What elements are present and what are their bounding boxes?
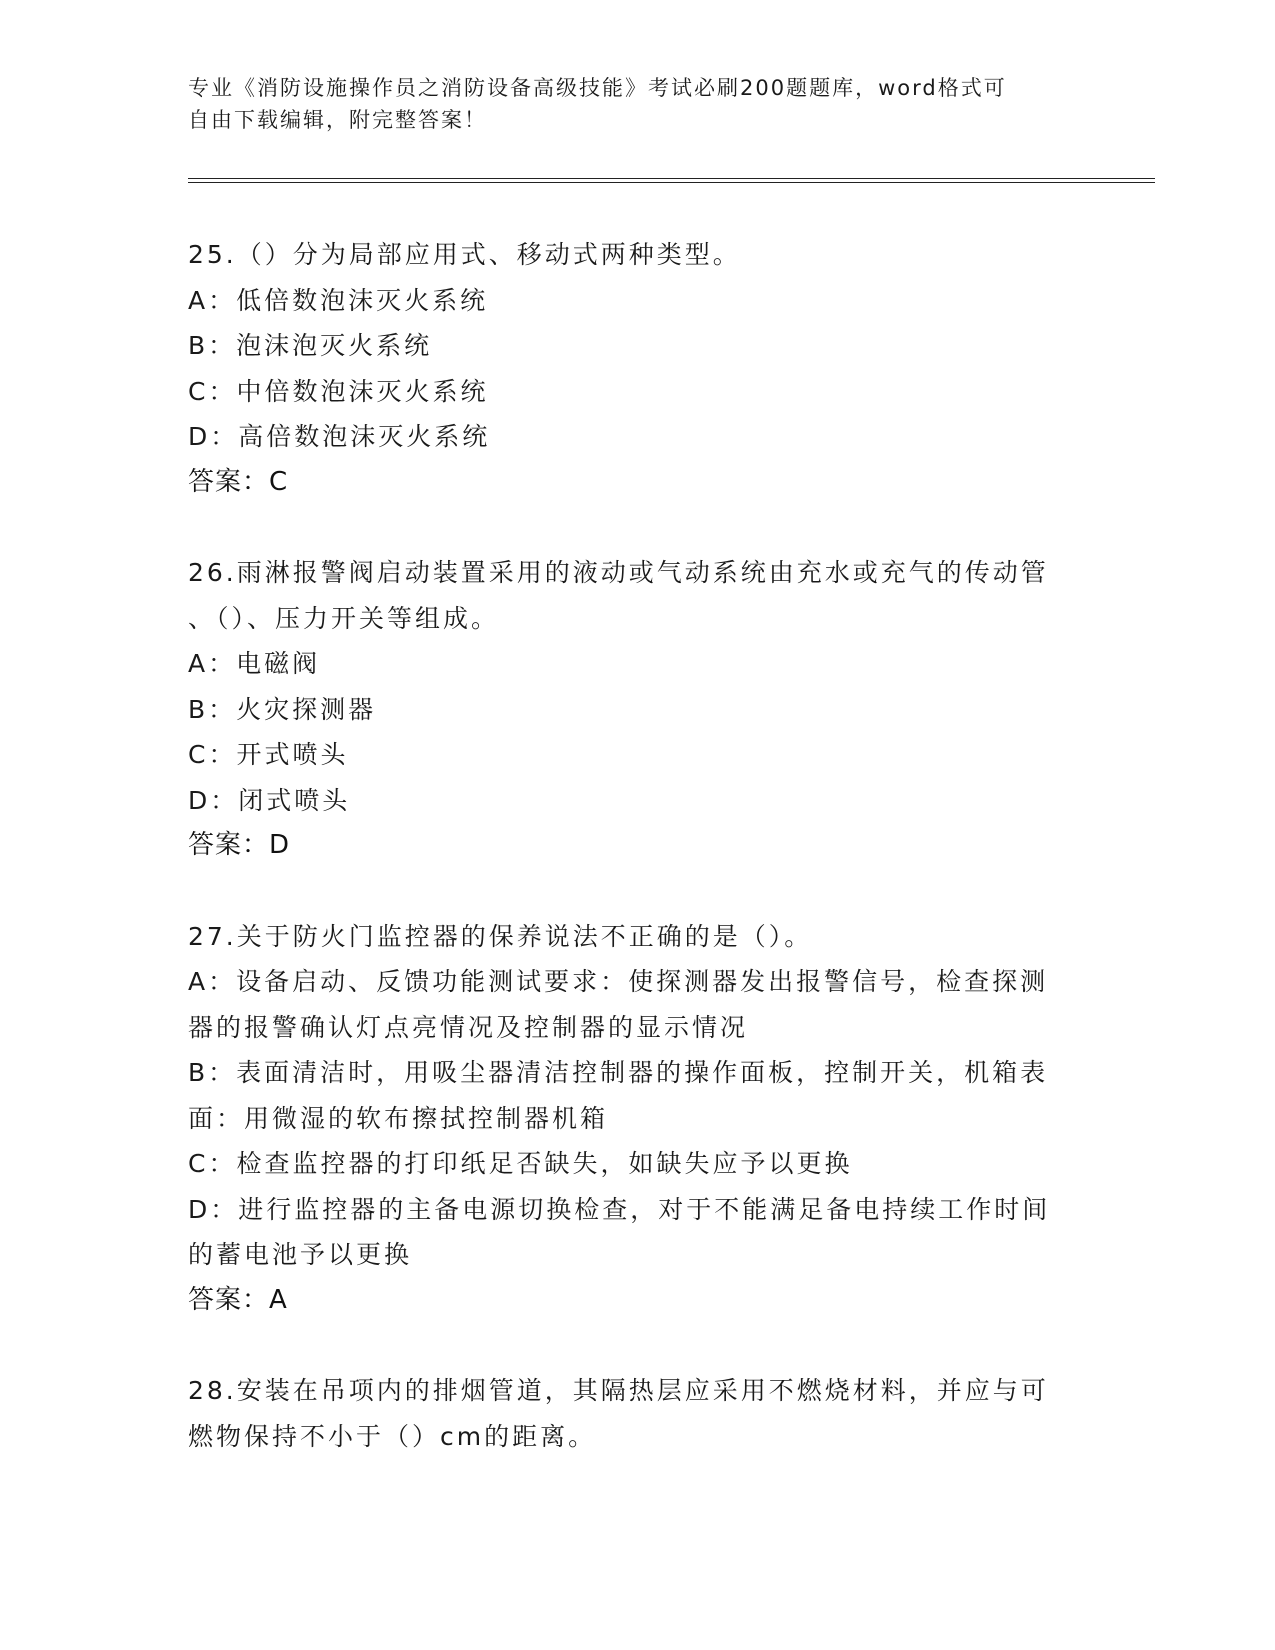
question-27 bbox=[188, 914, 1078, 1324]
question-26 bbox=[188, 550, 1078, 869]
question-stem: 26.雨淋报警阀启动装置采用的液动或气动系统由充水或充气的传动管 bbox=[188, 558, 1049, 587]
option-d: D：闭式喷头 bbox=[188, 785, 351, 815]
option-a-continued: 器的报警确认灯点亮情况及控制器的显示情况 bbox=[188, 1012, 749, 1042]
option-b: B：泡沫泡灭火系统 bbox=[188, 331, 433, 360]
header-line-1: 专业《消防设施操作员之消防设备高级技能》考试必刷200题题库，word格式可 bbox=[188, 76, 1007, 100]
option-b-continued: 面：用微湿的软布擦拭控制器机箱 bbox=[188, 1103, 609, 1133]
question-stem: 28.安装在吊项内的排烟管道，其隔热层应采用不燃烧材料，并应与可 bbox=[188, 1376, 1049, 1405]
option-c: C：中倍数泡沫灭火系统 bbox=[188, 376, 489, 406]
header-divider-top bbox=[188, 178, 1155, 179]
question-stem: 25.（）分为局部应用式、移动式两种类型。 bbox=[188, 240, 741, 269]
option-c: C：开式喷头 bbox=[188, 740, 349, 769]
header-divider-bottom bbox=[188, 182, 1155, 183]
option-a: A：电磁阀 bbox=[188, 649, 321, 678]
question-stem-continued: 燃物保持不小于（）cm的距离。 bbox=[188, 1421, 597, 1451]
option-d: D：高倍数泡沫灭火系统 bbox=[188, 422, 491, 451]
question-list bbox=[188, 232, 1078, 1459]
question-25 bbox=[188, 232, 1078, 505]
option-c: C：检查监控器的打印纸足否缺失，如缺失应予以更换 bbox=[188, 1149, 853, 1178]
option-a: A：设备启动、反馈功能测试要求：使探测器发出报警信号，检查探测 bbox=[188, 967, 1049, 996]
answer-text: 答案：A bbox=[188, 1284, 288, 1315]
answer-text: 答案：C bbox=[188, 466, 289, 497]
option-d-continued: 的蓄电池予以更换 bbox=[188, 1240, 413, 1269]
option-b: B：表面清洁时，用吸尘器清洁控制器的操作面板，控制开关，机箱表 bbox=[188, 1058, 1049, 1087]
question-28 bbox=[188, 1368, 1078, 1459]
header-line-2: 自由下载编辑，附完整答案！ bbox=[188, 108, 487, 132]
option-a: A：低倍数泡沫灭火系统 bbox=[188, 285, 489, 315]
question-stem-continued: 、（）、压力开关等组成。 bbox=[188, 603, 500, 633]
answer-text: 答案：D bbox=[188, 830, 291, 860]
question-stem: 27.关于防火门监控器的保养说法不正确的是（）。 bbox=[188, 921, 813, 951]
option-b: B：火灾探测器 bbox=[188, 694, 377, 724]
document-header bbox=[188, 72, 1068, 136]
option-d: D：进行监控器的主备电源切换检查，对于不能满足备电持续工作时间 bbox=[188, 1194, 1051, 1224]
